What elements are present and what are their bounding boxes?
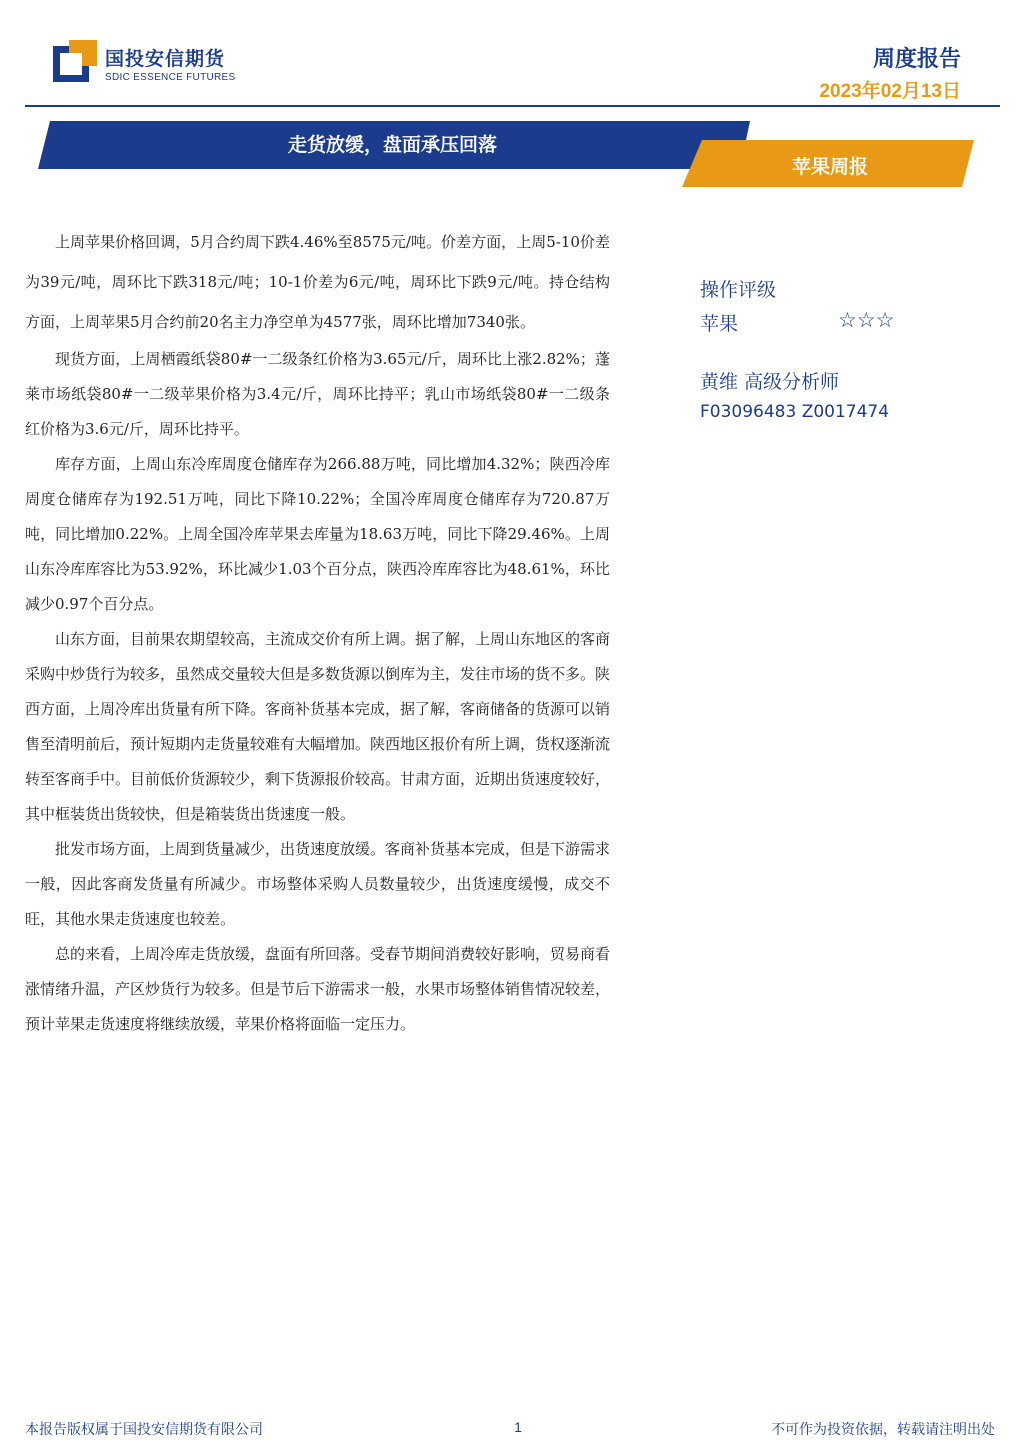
report-tag: 苹果周报 — [791, 157, 868, 178]
paragraph-summary: 总的来看，上周冷库走货放缓，盘面有所回落。受春节期间消费较好影响，贸易商看涨情绪升温，产区炒货行为较多。但是节后下游需求一般，水果市场整体销售情况较差，预计苹果走货速度将继续放缓，苹果价格将面临一定压力。 — [25, 945, 611, 1033]
paragraph-wholesale: 批发市场方面，上周到货量减少，出货速度放缓。客商补货基本完成，但是下游需求一般，因此客商发货量有所减少。市场整体采购人员数量较少，出货速度缓慢，成交不旺，其他水果走货速度也较差。 — [25, 840, 611, 928]
footer-copyright: 本报告版权属于国投安信期货有限公司 — [25, 1421, 263, 1437]
report-body — [25, 222, 610, 1042]
report-title: 走货放缓，盘面承压回落 — [287, 135, 497, 156]
analyst-name: 黄维 高级分析师 — [700, 371, 840, 393]
rating-item: 苹果 — [700, 313, 739, 335]
paragraph-inventory: 库存方面，上周山东冷库周度仓储库存为266.88万吨，同比增加4.32%；陕西冷库周度仓储库存为192.51万吨，同比下降10.22%；全国冷库周度仓储库存为720.87万吨，同比增加0.22%。上周全国冷库苹果去库量为18.63万吨，同比下降29.46%。上周山东冷库库容比为53.92%，环比减少1.03个百分点，陕西冷库库容比为48.61%，环比减少0.97个百分点。 — [25, 455, 610, 613]
header-divider — [25, 105, 1000, 107]
paragraph-futures: 上周苹果价格回调，5月合约周下跌4.46%至8575元/吨。价差方面，上周5-10价差为39元/吨，周环比下跌318元/吨；10-1价差为6元/吨，周环比下跌9元/吨。持仓结构方面，上周苹果5月合约前20名主力净空单为4577张，周环比增加7340张。 — [25, 233, 610, 331]
report-type: 周度报告 — [872, 46, 961, 71]
company-logo — [53, 40, 353, 90]
footer-disclaimer: 不可作为投资依据，转载请注明出处 — [771, 1421, 995, 1437]
page-number: 1 — [514, 1419, 522, 1435]
company-name-en: SDIC ESSENCE FUTURES — [105, 72, 236, 83]
paragraph-spot: 现货方面，上周栖霞纸袋80#一二级条红价格为3.65元/斤，周环比上涨2.82%；蓬莱市场纸袋80#一二级苹果价格为3.4元/斤，周环比持平；乳山市场纸袋80#一二级条红价格为3.6元/斤，周环比持平。 — [25, 350, 610, 438]
report-date: 2023年02月13日 — [819, 81, 961, 102]
analyst-codes: F03096483 Z0017474 — [700, 402, 890, 422]
company-name-cn: 国投安信期货 — [105, 49, 226, 70]
paragraph-regions: 山东方面，目前果农期望较高，主流成交价有所上调。据了解，上周山东地区的客商采购中炒货行为较多，虽然成交量较大但是多数货源以倒库为主，发往市场的货不多。陕西方面，上周冷库出货量有所下降。客商补货基本完成，据了解，客商储备的货源可以销售至清明前后，预计短期内走货量较难有大幅增加。陕西地区报价有所上调，货权逐渐流转至客商手中。目前低价货源较少，剩下货源报价较高。甘肃方面，近期出货速度较好，其中框装货出货较快，但是箱装货出货速度一般。 — [25, 630, 611, 823]
square-bracket-logo-icon — [53, 40, 97, 84]
rating-heading: 操作评级 — [700, 279, 777, 301]
outline-star-icon: ☆☆☆ — [838, 308, 895, 332]
